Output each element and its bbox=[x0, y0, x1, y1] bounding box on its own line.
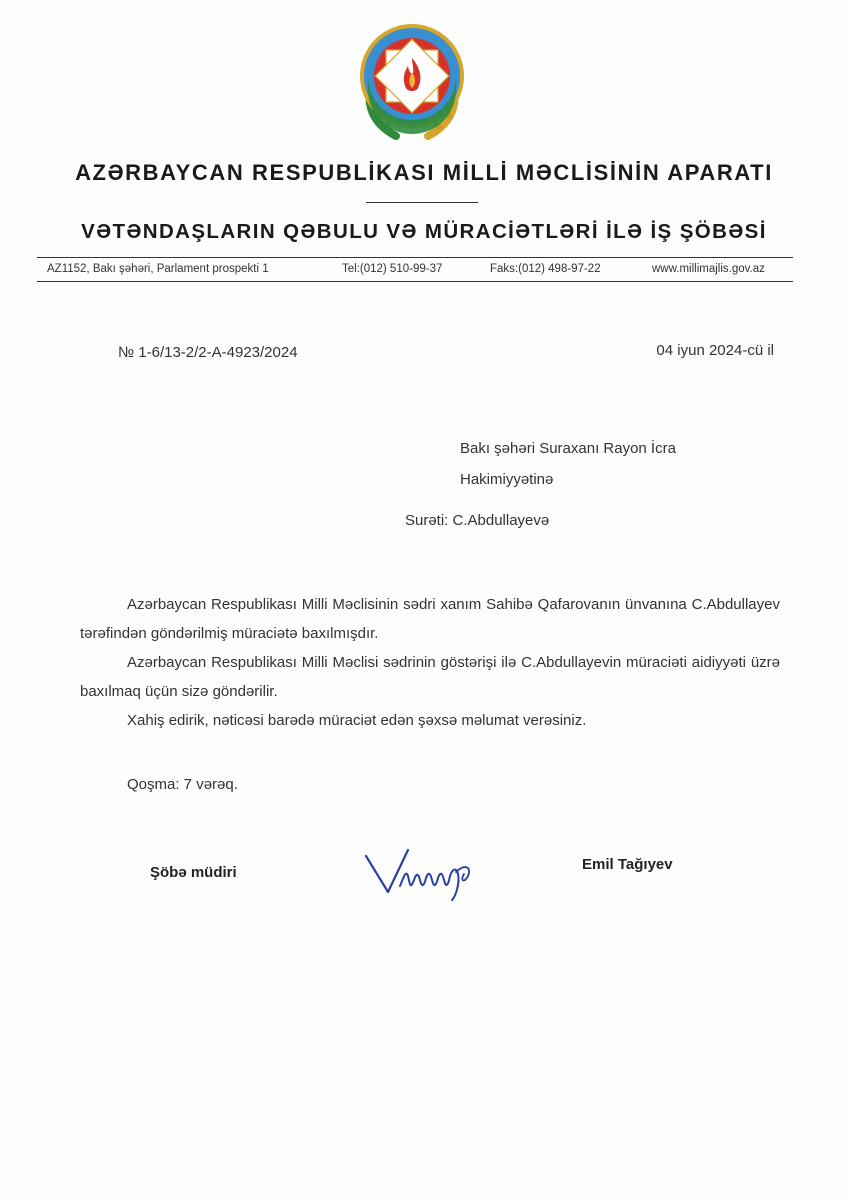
contact-fax: Faks:(012) 498-97-22 bbox=[490, 263, 601, 275]
department-title: VƏTƏNDAŞLARIN QƏBULU VƏ MÜRACİƏTLƏRİ İLƏ İŞ ŞÖBƏSİ bbox=[81, 220, 767, 243]
body-paragraph-3: Xahiş edirik, nəticəsi barədə müraciət edən şəxsə məlumat verəsiniz. bbox=[127, 712, 587, 729]
contact-website: www.millimajlis.gov.az bbox=[652, 263, 765, 275]
contact-phone: Tel:(012) 510-99-37 bbox=[342, 263, 443, 275]
signatory-title: Şöbə müdiri bbox=[150, 864, 237, 881]
addressee-line-1: Bakı şəhəri Suraxanı Rayon İcra bbox=[460, 440, 676, 457]
state-emblem-icon bbox=[356, 20, 468, 144]
reference-number: № 1-6/13-2/2-A-4923/2024 bbox=[118, 344, 298, 361]
signatory-name: Emil Tağıyev bbox=[582, 856, 673, 873]
body-paragraph-1: Azərbaycan Respublikası Milli Məclisinin sədri xanım Sahibə Qafarovanın ünvanına C.Abdullayev tərəfindən göndərilmiş müraciətə baxılmışdır. bbox=[80, 596, 780, 642]
copy-recipient: Surəti: C.Abdullayevə bbox=[405, 512, 550, 529]
contact-bottom-rule bbox=[37, 281, 793, 282]
signature-icon bbox=[360, 846, 490, 902]
addressee-line-2: Hakimiyyətinə bbox=[460, 471, 554, 488]
contact-top-rule bbox=[37, 257, 793, 258]
title-divider bbox=[366, 202, 478, 203]
organization-title: AZƏRBAYCAN RESPUBLİKASI MİLLİ MƏCLİSİNİN APARATI bbox=[75, 160, 773, 185]
attachment-note: Qoşma: 7 vərəq. bbox=[127, 776, 238, 793]
letter-body bbox=[80, 590, 780, 735]
body-paragraph-2: Azərbaycan Respublikası Milli Məclisi sədrinin göstərişi ilə C.Abdullayevin müraciəti aidiyyəti üzrə baxılmaq üçün sizə göndərilir. bbox=[80, 654, 780, 700]
reference-date: 04 iyun 2024-cü il bbox=[656, 342, 774, 359]
contact-address: AZ1152, Bakı şəhəri, Parlament prospekti 1 bbox=[47, 263, 269, 275]
